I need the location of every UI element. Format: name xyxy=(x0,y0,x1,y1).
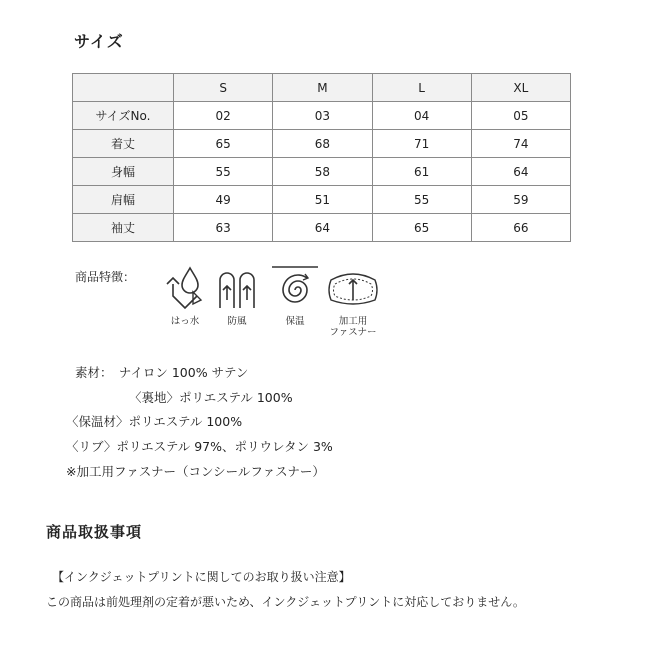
table-cell: 55 xyxy=(372,186,471,214)
material-main: 素材： ナイロン 100% サテン xyxy=(75,365,249,380)
table-cell: 64 xyxy=(471,158,570,186)
size-title: サイズ xyxy=(74,32,124,51)
table-cell: 55 xyxy=(174,158,273,186)
table-cell: 51 xyxy=(273,186,372,214)
table-cell: 04 xyxy=(372,102,471,130)
table-cell: 68 xyxy=(273,130,372,158)
table-cell: 59 xyxy=(471,186,570,214)
table-row xyxy=(73,186,571,214)
feature-caption-line2: ファスナー xyxy=(329,327,377,338)
feature-caption: はっ水 xyxy=(170,316,200,327)
processed-zipper-icon xyxy=(325,264,381,312)
care-note-title: 【インクジェットプリントに関してのお取り扱い注意】 xyxy=(52,570,351,584)
features-label: 商品特徴： xyxy=(75,270,136,284)
header-cell-s: S xyxy=(174,74,273,102)
water-repellent-icon xyxy=(161,264,209,312)
table-cell: 61 xyxy=(372,158,471,186)
material-lining: 〈裏地〉ポリエステル 100% xyxy=(129,390,293,405)
care-note-body: この商品は前処理剤の定着が悪いため、インクジェットプリントに対応しておりません。 xyxy=(46,595,525,609)
header-cell-m: M xyxy=(273,74,372,102)
material-zipper-note: ※加工用ファスナー（コンシールファスナー） xyxy=(66,464,325,479)
table-cell: 02 xyxy=(174,102,273,130)
care-heading: 商品取扱事項 xyxy=(46,523,143,541)
table-cell: 64 xyxy=(273,214,372,242)
table-cell: 49 xyxy=(174,186,273,214)
table-cell: 58 xyxy=(273,158,372,186)
table-cell: 66 xyxy=(471,214,570,242)
windproof-icon xyxy=(213,264,261,312)
table-cell: 63 xyxy=(174,214,273,242)
feature-caption-line1: 加工用 xyxy=(338,316,368,327)
feature-processed-zipper xyxy=(323,264,383,338)
material-insulation: 〈保温材〉ポリエステル 100% xyxy=(66,414,243,429)
material-rib: 〈リブ〉ポリエステル 97%、ポリウレタン 3% xyxy=(66,439,333,454)
size-table-header-row xyxy=(73,74,571,102)
header-cell-l: L xyxy=(372,74,471,102)
row-label: 身幅 xyxy=(73,158,174,186)
table-row xyxy=(73,158,571,186)
table-row xyxy=(73,214,571,242)
size-table xyxy=(72,73,571,242)
row-label: 肩幅 xyxy=(73,186,174,214)
header-cell-empty xyxy=(73,74,174,102)
table-cell: 65 xyxy=(174,130,273,158)
feature-caption: 保温 xyxy=(285,316,305,327)
header-cell-xl: XL xyxy=(471,74,570,102)
row-label: 袖丈 xyxy=(73,214,174,242)
table-cell: 03 xyxy=(273,102,372,130)
heat-retention-icon xyxy=(269,264,321,312)
feature-caption xyxy=(323,316,383,338)
row-label: サイズNo. xyxy=(73,102,174,130)
table-row xyxy=(73,102,571,130)
table-cell: 65 xyxy=(372,214,471,242)
table-cell: 05 xyxy=(471,102,570,130)
table-cell: 74 xyxy=(471,130,570,158)
feature-windproof xyxy=(207,264,267,327)
table-row xyxy=(73,130,571,158)
feature-heat-retention xyxy=(265,264,325,327)
row-label: 着丈 xyxy=(73,130,174,158)
table-cell: 71 xyxy=(372,130,471,158)
feature-caption: 防風 xyxy=(227,316,247,327)
feature-water-repellent xyxy=(155,264,215,327)
